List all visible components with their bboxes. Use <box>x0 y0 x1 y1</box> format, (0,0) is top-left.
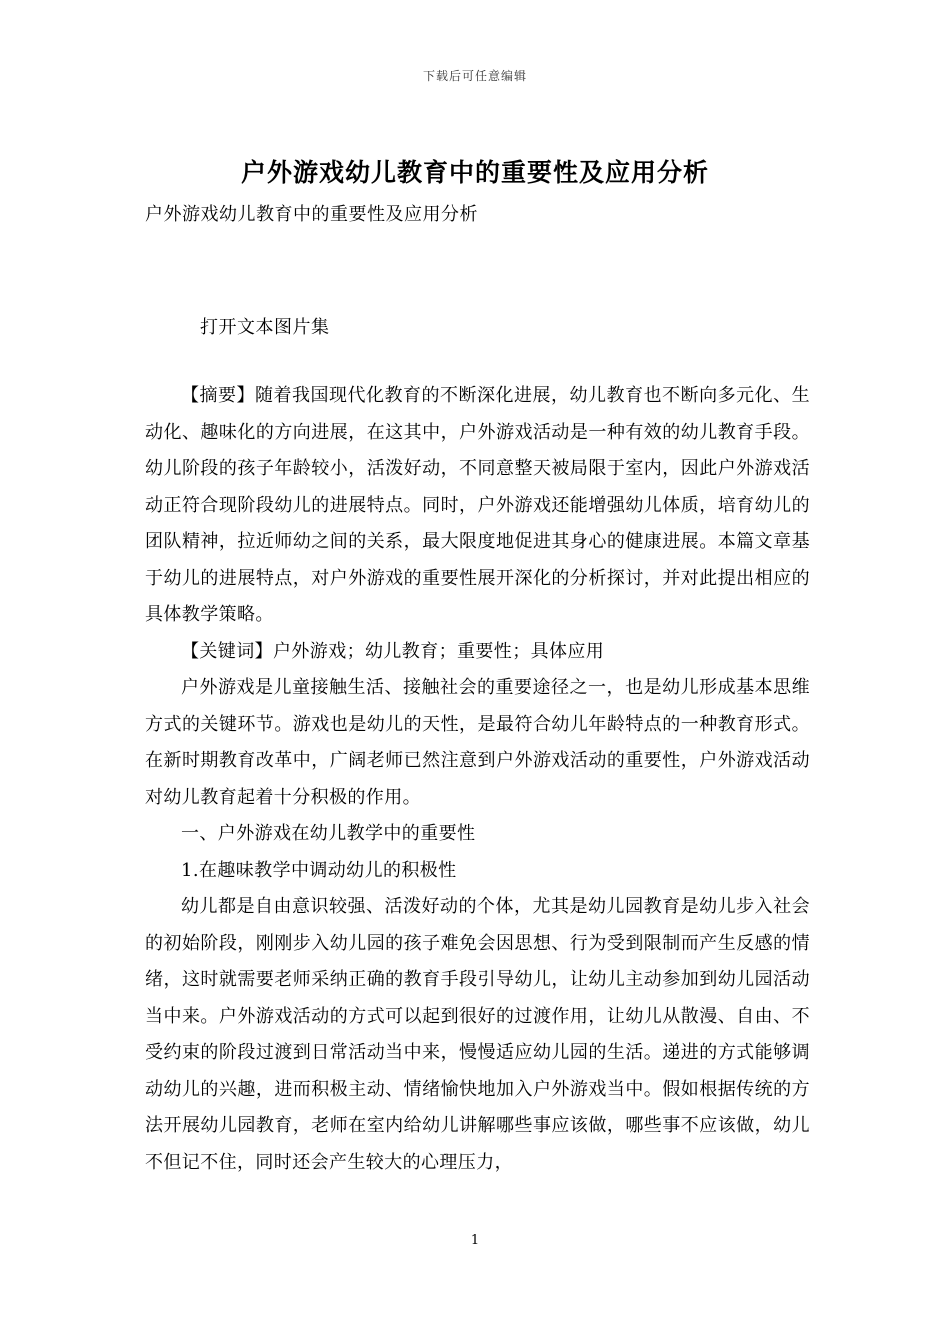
keywords-paragraph: 【关键词】户外游戏；幼儿教育；重要性；具体应用 <box>181 640 605 662</box>
subsection-heading: 1.在趣味教学中调动幼儿的积极性 <box>181 859 457 881</box>
document-subtitle: 户外游戏幼儿教育中的重要性及应用分析 <box>145 204 478 225</box>
section-heading: 一、户外游戏在幼儿教学中的重要性 <box>181 823 476 844</box>
document-title: 户外游戏幼儿教育中的重要性及应用分析 <box>240 158 709 187</box>
open-gallery-link[interactable]: 打开文本图片集 <box>200 317 330 338</box>
abstract-paragraph: 【摘要】随着我国现代化教育的不断深化进展，幼儿教育也不断向多元化、生动化、趣味化的方向进展，在这其中，户外游戏活动是一种有效的幼儿教育手段。幼儿阶段的孩子年龄较小，活泼好动，不同意整天被局限于室内，因此户外游戏活动正符合现阶段幼儿的进展特点。同时，户外游戏还能增强幼儿体质，培育幼儿的团队精神，拉近师幼之间的关系，最大限度地促进其身心的健康进展。本篇文章基于幼儿的进展特点，对户外游戏的重要性展开深化的分析探讨，并对此提出相应的具体教学策略。 <box>145 385 810 625</box>
intro-paragraph: 户外游戏是儿童接触生活、接触社会的重要途径之一，也是幼儿形成基本思维方式的关键环节。游戏也是幼儿的天性，是最符合幼儿年龄特点的一种教育形式。在新时期教育改革中，广阔老师已然注意到户外游戏活动的重要性，户外游戏活动对幼儿教育起着十分积极的作用。 <box>145 677 810 808</box>
body-paragraph: 幼儿都是自由意识较强、活泼好动的个体，尤其是幼儿园教育是幼儿步入社会的初始阶段，刚刚步入幼儿园的孩子难免会因思想、行为受到限制而产生反感的情绪，这时就需要老师采纳正确的教育手段引导幼儿，让幼儿主动参加到幼儿园活动当中来。户外游戏活动的方式可以起到很好的过渡作用，让幼儿从散漫、自由、不受约束的阶段过渡到日常活动当中来，慢慢适应幼儿园的生活。递进的方式能够调动幼儿的兴趣，进而积极主动、情绪愉快地加入户外游戏当中。假如根据传统的方法开展幼儿园教育，老师在室内给幼儿讲解哪些事应该做，哪些事不应该做，幼儿不但记不住，同时还会产生较大的心理压力， <box>145 896 810 1173</box>
document-body <box>145 378 810 1181</box>
header-note: 下载后可任意编辑 <box>422 69 527 83</box>
page-number: 1 <box>470 1233 480 1248</box>
